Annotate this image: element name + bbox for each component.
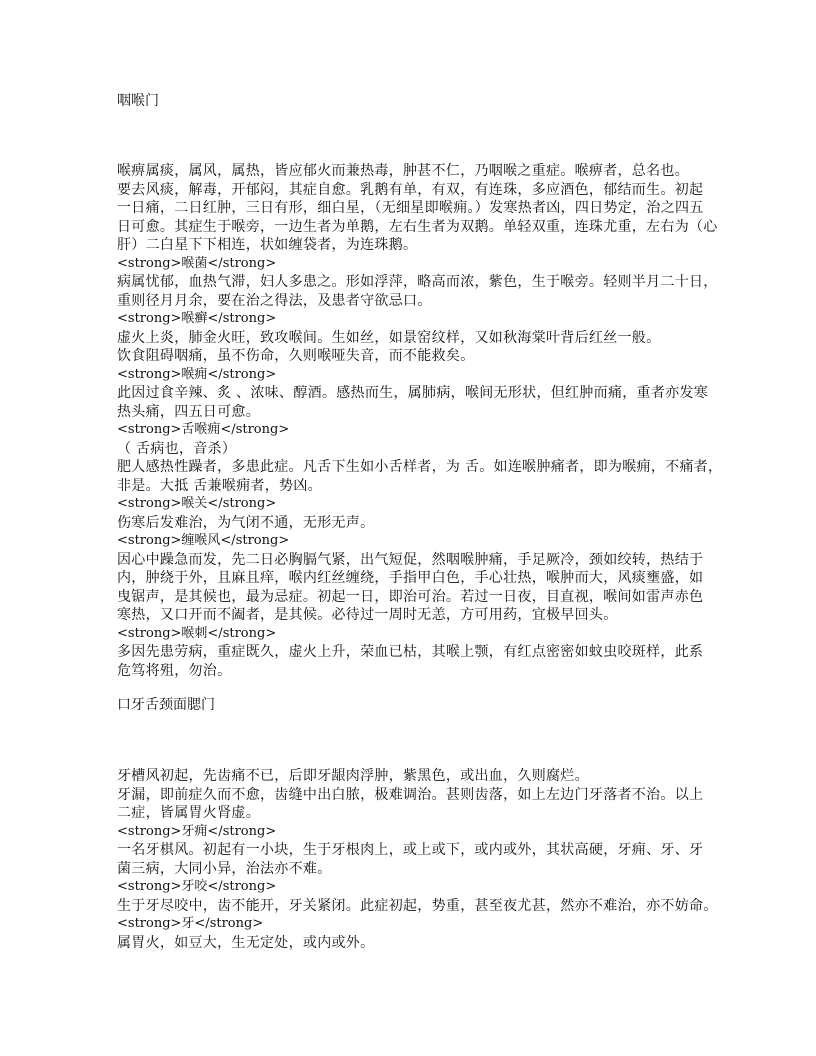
subheading-raw-tag: <strong>舌喉痈</strong>: [117, 422, 290, 437]
text-line: 饮食阻碍咽痛，虽不伤命，久则喉哑失音，而不能救矣。: [117, 348, 475, 364]
text-line: 内，肿绕于外，且麻且痒，喉内红丝缠绕，手指甲白色，手心壮热，喉肿而大，风痰壅盛，如: [117, 570, 704, 586]
text-line: 伤寒后发难治，为气闭不通，无形无声。: [117, 514, 375, 531]
section-body-mouth-teeth: [117, 767, 718, 952]
text-line: 菌三病，大同小异，治法亦不难。: [117, 860, 332, 877]
text-line: 要去风痰，解毒，开郁闷，其症自愈。乳鹅有单，有双，有连珠，多应酒色，郁结而生。初起: [117, 181, 704, 198]
text-line: 因心中躁急而发，先二日必胸膈气紧，出气短促，然咽喉肿痛，手足厥冷，颈如绞转，热结于: [117, 551, 704, 568]
text-line: 喉痹属痰，属风，属热，皆应郁火而兼热毒，肿甚不仁，乃咽喉之重症。喉痹者，总名也。: [117, 163, 689, 179]
text-line: 多因先患劳病，重症既久，虚火上升，荣血已枯，其喉上颚，有红点密密如蚊虫咬斑样，此系: [117, 644, 704, 660]
text-line: 牙槽风初起，先齿痛不已，后即牙龈肉浮肿，紫黑色，或出血，久则腐烂。: [117, 768, 589, 784]
text-line: （ 舌病也，音杀）: [117, 440, 237, 457]
subheading-raw-tag: <strong>喉关</strong>: [117, 496, 277, 511]
subheading-raw-tag: <strong>喉痈</strong>: [117, 366, 277, 382]
subheading-raw-tag: <strong>喉刺</strong>: [117, 625, 277, 641]
text-line: 虚火上炎，肺金火旺，致攻喉间。生如丝，如景窑纹样，又如秋海棠叶背后红丝一般。: [117, 329, 661, 346]
text-line: 属胃火，如豆大，生无定处，或内或外。: [117, 934, 375, 951]
section-body-throat: [117, 162, 723, 680]
text-line: 曳锯声，是其候也，最为忌症。初起一日，即治可治。若过一日夜，目直视，喉间如雷声赤色: [117, 588, 704, 605]
text-line: 生于牙尽咬中，齿不能开，牙关紧闭。此症初起，势重，甚至夜尤甚，然亦不难治，亦不妨命。: [117, 897, 718, 914]
text-line: 危笃将殂，勿治。: [117, 662, 232, 679]
subheading-raw-tag: <strong>缠喉风</strong>: [117, 533, 290, 548]
text-line: 二症，皆属胃火肾虚。: [117, 805, 260, 821]
section-title-mouth-teeth: 口牙舌颈面腮门: [117, 697, 215, 713]
text-line: 重则径月月余，要在治之得法，及患者守欲忌口。: [117, 292, 432, 309]
text-line: 肝）二白星下下相连，状如缠袋者，为连珠鹅。: [117, 237, 418, 253]
text-line: 一日痛，二日红肿，三日有形，细白星，（无细星即喉痈。）发寒热者凶，四日势定，治之四五: [117, 200, 704, 216]
subheading-raw-tag: <strong>牙</strong>: [117, 916, 264, 931]
text-line: 此因过食辛辣、炙 、浓味、醇酒。感热而生，属肺病，喉间无形状，但红肿而痛，重者亦发寒: [117, 385, 709, 401]
text-line: 非是。大抵 舌兼喉痈者，势凶。: [117, 477, 322, 494]
text-line: 牙漏，即前症久而不愈，齿缝中出白脓，极难调治。甚则齿落，如上左边门牙落者不治。以上: [117, 786, 704, 803]
text-line: 肥人感热性躁者，多患此症。凡舌下生如小舌样者，为 舌。如连喉肿痛者，即为喉痈，不痛者，: [117, 459, 723, 475]
subheading-raw-tag: <strong>牙咬</strong>: [117, 879, 277, 894]
text-line: 日可愈。其症生于喉旁，一边生者为单鹅，左右生者为双鹅。单轻双重，连珠尤重，左右为（心: [117, 218, 718, 235]
text-line: 一名牙棋风。初起有一小块，生于牙根肉上，或上或下，或内或外，其状高硬，牙痈、牙、牙: [117, 842, 704, 858]
subheading-raw-tag: <strong>牙痈</strong>: [117, 823, 277, 839]
text-line: 病属忧郁，血热气滞，妇人多患之。形如浮萍，略高而浓，紫色，生于喉旁。轻则半月二十日，: [117, 274, 718, 290]
text-line: 热头痛，四五日可愈。: [117, 403, 260, 420]
text-line: 寒热，又口开而不阖者，是其候。必待过一周时无恙，方可用药，宜极早回头。: [117, 607, 618, 623]
subheading-raw-tag: <strong>喉癣</strong>: [117, 311, 277, 326]
section-title-throat: 咽喉门: [117, 93, 159, 109]
subheading-raw-tag: <strong>喉菌</strong>: [117, 255, 277, 271]
